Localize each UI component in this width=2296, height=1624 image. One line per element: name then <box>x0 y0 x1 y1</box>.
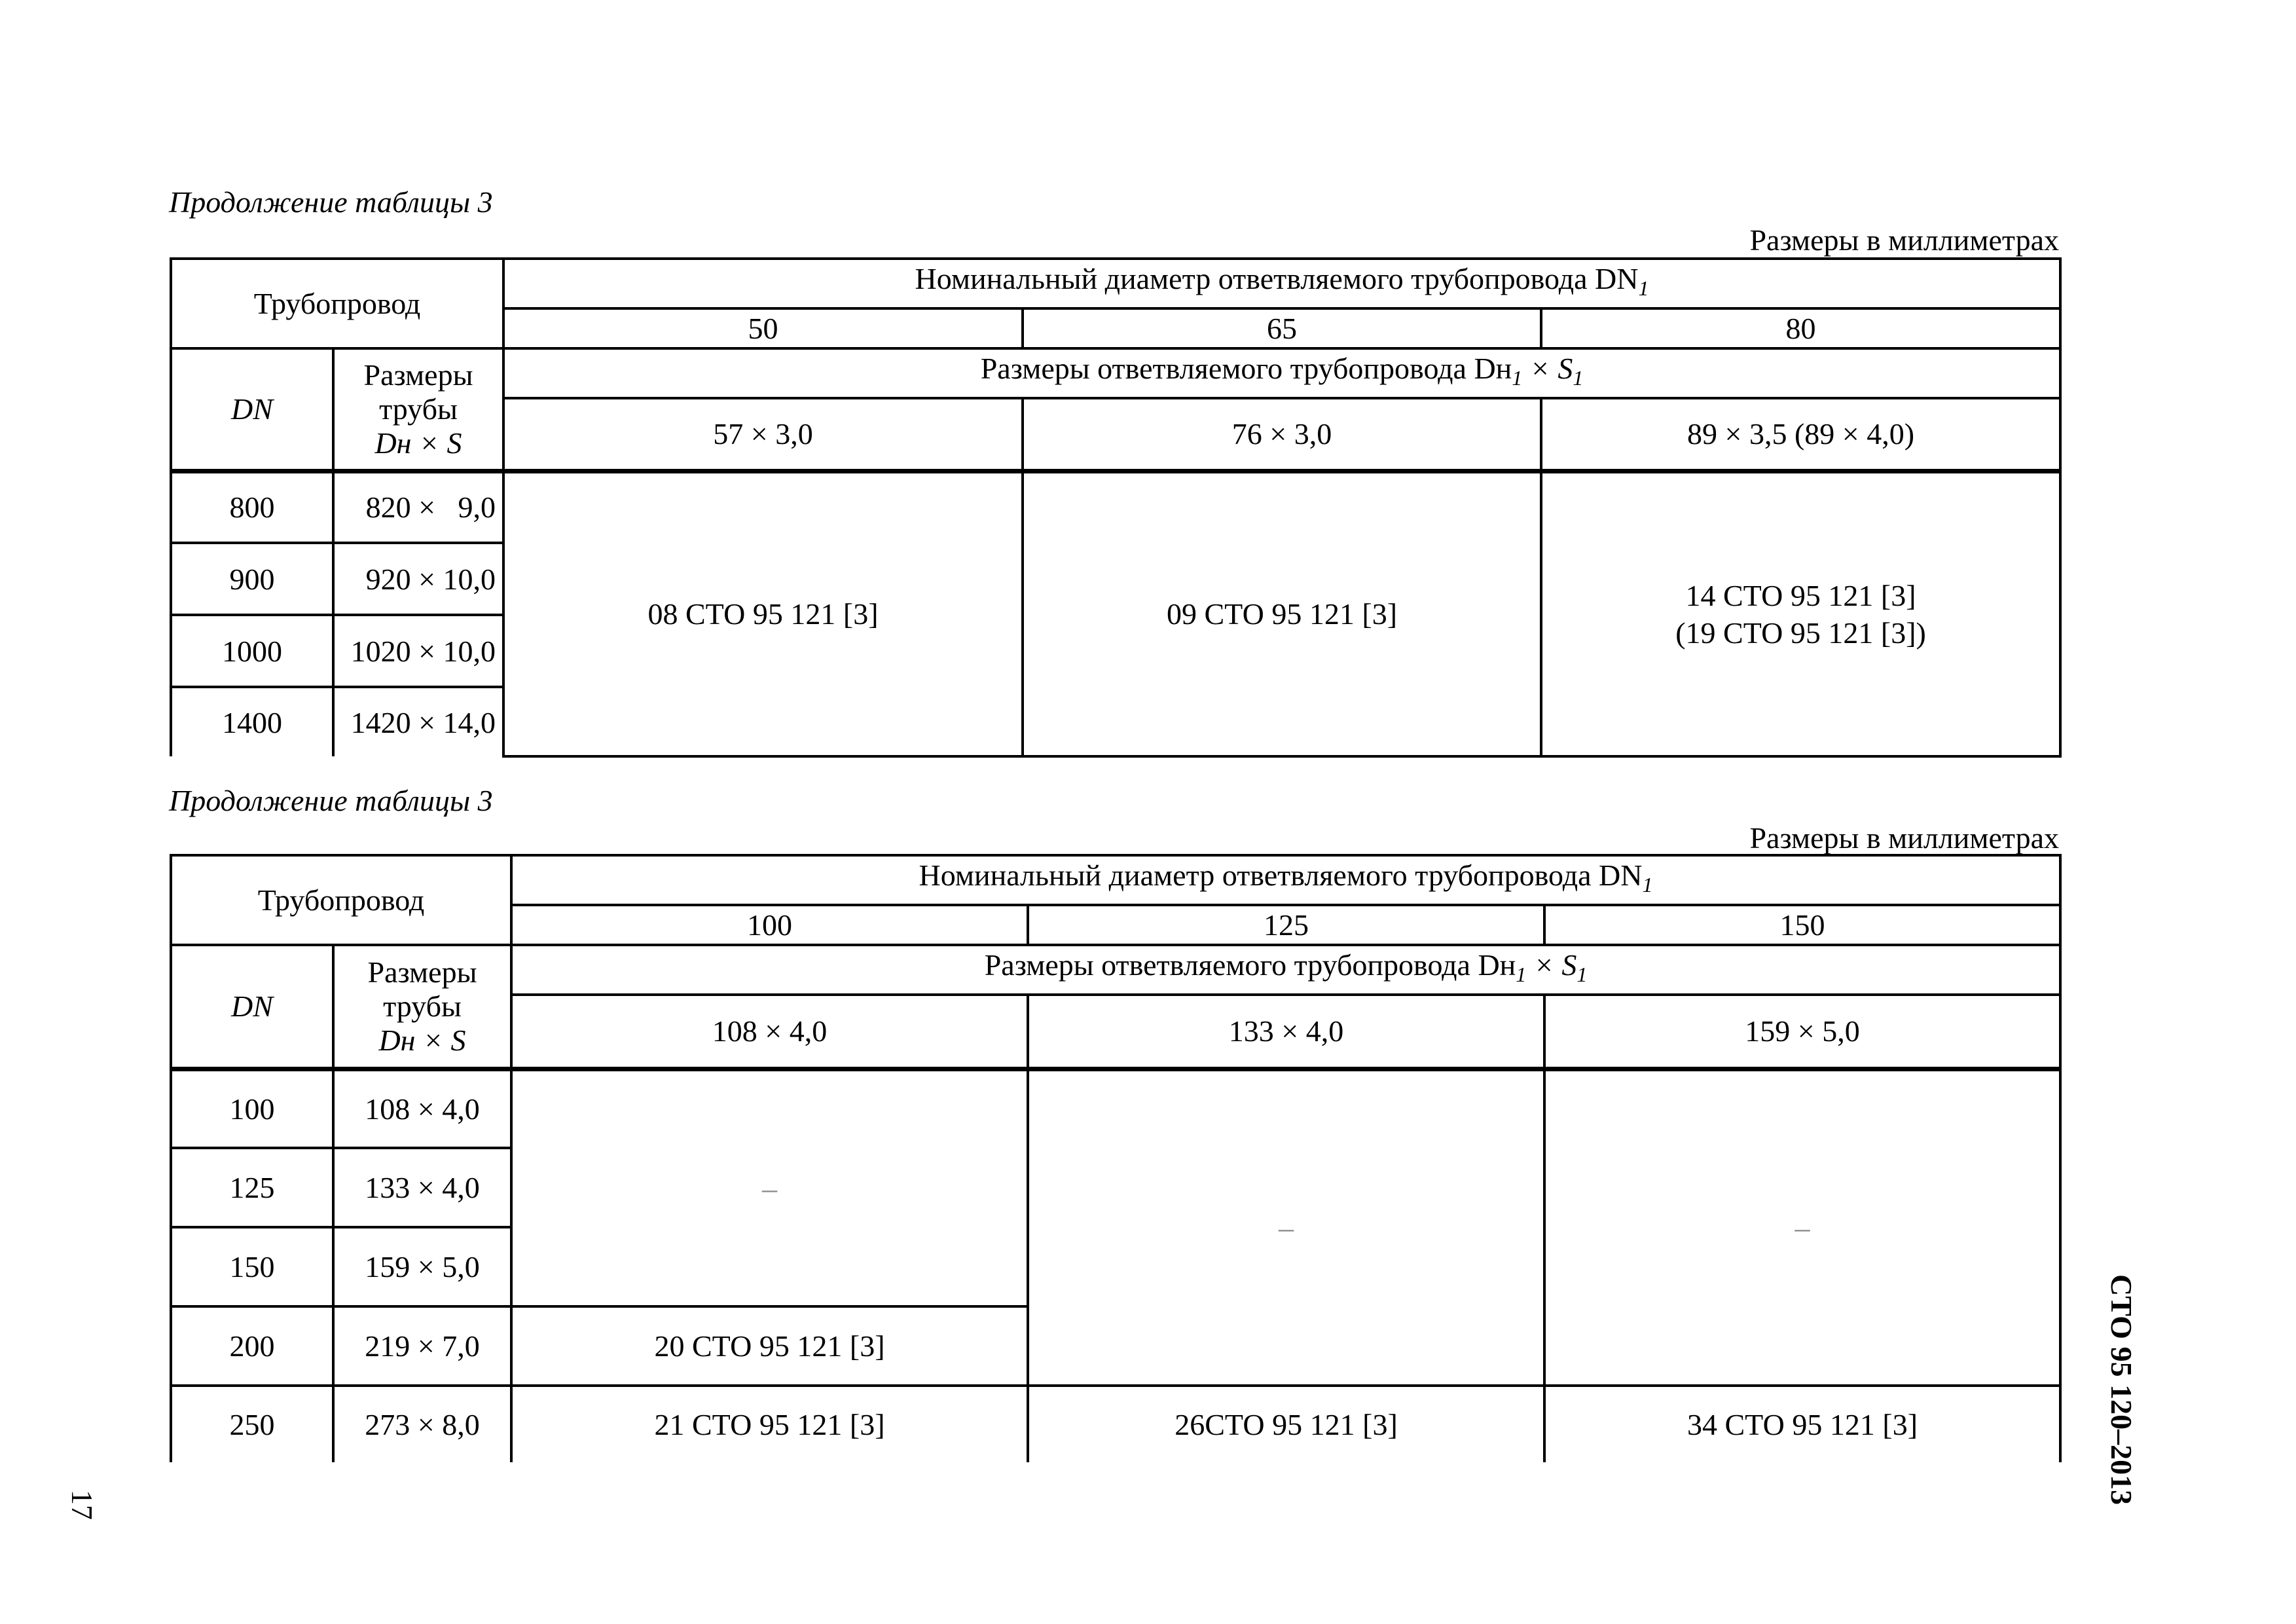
size-cell: 1420 × 14,0 <box>333 687 503 756</box>
empty-dash-cell: – <box>1028 1069 1544 1386</box>
size-cell: 920 × 10,0 <box>333 543 503 615</box>
size-cell: 159 × 5,0 <box>333 1227 511 1306</box>
branch-dims-header: Размеры ответвляемого трубопровода $Dн_1 \times S_1$ <box>503 348 2060 398</box>
dn-cell: 250 <box>171 1386 333 1462</box>
dn-cell: 800 <box>171 471 333 543</box>
branch-size: 108 × 4,0 <box>511 995 1028 1069</box>
nominal-diameter-header: Номинальный диаметр ответвляемого трубопровода $DN_1$ <box>511 855 2060 905</box>
empty-dash-cell: – <box>1544 1069 2060 1386</box>
dn-cell: 200 <box>171 1306 333 1386</box>
branch-dims-header: Размеры ответвляемого трубопровода $Dн_1 \times S_1$ <box>511 945 2060 995</box>
dn-cell: 1400 <box>171 687 333 756</box>
cell-250-125: 26СТО 95 121 [3] <box>1028 1386 1544 1462</box>
units-note: Размеры в миллиметрах <box>1749 821 2059 855</box>
branch-table-2 <box>170 854 2062 1462</box>
document-code: СТО 95 120–2013 <box>2105 1274 2138 1505</box>
size-cell: 273 × 8,0 <box>333 1386 511 1462</box>
nominal-diameter-header: Номинальный диаметр ответвляемого трубопровода $DN_1$ <box>503 259 2060 308</box>
page-number: 17 <box>65 1490 99 1520</box>
nominal-value: 150 <box>1544 905 2060 945</box>
cell-200-100: 20 СТО 95 121 [3] <box>511 1306 1028 1386</box>
nominal-value: 100 <box>511 905 1028 945</box>
branch-size: 89 × 3,5 (89 × 4,0) <box>1541 398 2060 471</box>
size-cell: 820 × 9,0 <box>333 471 503 543</box>
dn-label: DN <box>171 348 333 471</box>
nominal-value: 80 <box>1541 308 2060 348</box>
units-note: Размеры в миллиметрах <box>1749 223 2059 257</box>
empty-dash-cell: – <box>511 1069 1028 1306</box>
nominal-value: 65 <box>1023 308 1541 348</box>
branch-size: 57 × 3,0 <box>503 398 1023 471</box>
size-cell: 219 × 7,0 <box>333 1306 511 1386</box>
dn-cell: 150 <box>171 1227 333 1306</box>
size-cell: 133 × 4,0 <box>333 1148 511 1227</box>
nominal-value: 50 <box>503 308 1023 348</box>
pipe-size-label: Размеры трубы Dн × S <box>333 945 511 1069</box>
cell-250-100: 21 СТО 95 121 [3] <box>511 1386 1028 1462</box>
branch-table-1 <box>170 257 2062 758</box>
dn-cell: 1000 <box>171 615 333 687</box>
pipeline-header: Трубопровод <box>171 259 503 348</box>
branch-size: 76 × 3,0 <box>1023 398 1541 471</box>
dn-label: DN <box>171 945 333 1069</box>
size-cell: 108 × 4,0 <box>333 1069 511 1148</box>
branch-size: 133 × 4,0 <box>1028 995 1544 1069</box>
dn-cell: 125 <box>171 1148 333 1227</box>
table-caption: Продолжение таблицы 3 <box>169 784 493 817</box>
branch-size: 159 × 5,0 <box>1544 995 2060 1069</box>
pipe-size-label: Размеры трубы Dн × S <box>333 348 503 471</box>
cell-65: 09 СТО 95 121 [3] <box>1023 471 1541 756</box>
cell-50: 08 СТО 95 121 [3] <box>503 471 1023 756</box>
dn-cell: 100 <box>171 1069 333 1148</box>
table-caption: Продолжение таблицы 3 <box>169 185 493 219</box>
pipeline-header: Трубопровод <box>171 855 511 945</box>
cell-80: 14 СТО 95 121 [3] (19 СТО 95 121 [3]) <box>1541 471 2060 756</box>
dn-cell: 900 <box>171 543 333 615</box>
nominal-value: 125 <box>1028 905 1544 945</box>
cell-250-150: 34 СТО 95 121 [3] <box>1544 1386 2060 1462</box>
size-cell: 1020 × 10,0 <box>333 615 503 687</box>
